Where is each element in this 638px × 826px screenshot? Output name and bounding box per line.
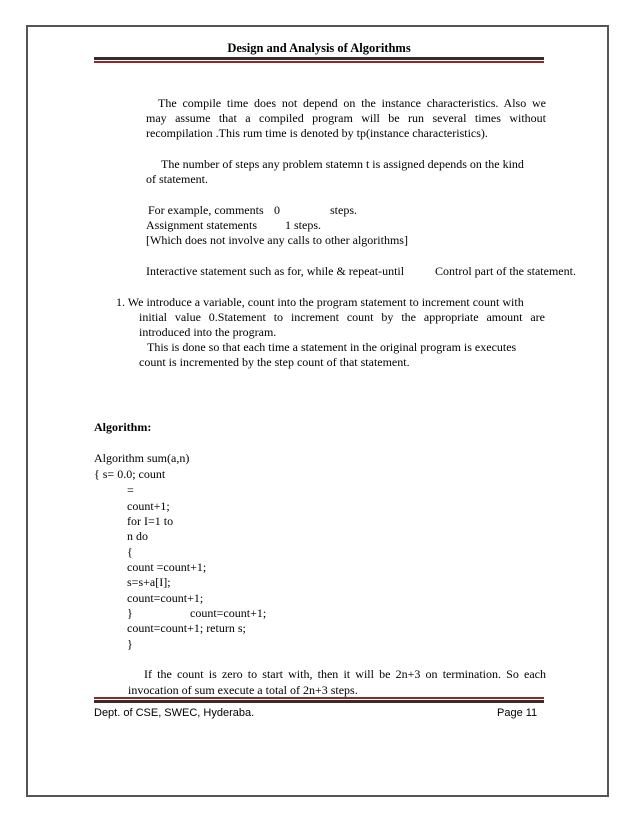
example-note: [Which does not involve any calls to other algorithms] (146, 233, 408, 247)
code-line: count =count+1; (127, 560, 207, 574)
example-value: 0 (274, 203, 280, 217)
code-line: = (127, 483, 134, 497)
list-item-line: introduced into the program. (139, 325, 277, 339)
code-line: s=s+a[I]; (127, 575, 171, 589)
example-unit: steps. (330, 203, 357, 217)
list-item-line: initial value 0.Statement to increment count by the appropriate amount are (139, 310, 545, 324)
header-rule-thin (94, 61, 544, 63)
example-label: For example, comments (148, 203, 264, 217)
code-line: } (127, 606, 133, 620)
example-value: 1 steps. (285, 218, 321, 232)
header-rule-thick (94, 57, 544, 60)
paragraph-line: of statement. (146, 172, 208, 186)
interactive-statement: Interactive statement such as for, while & repeat-until (146, 264, 405, 278)
code-line: count=count+1; return s; (127, 621, 246, 635)
example-label: Assignment statements (146, 218, 257, 232)
paragraph-line: recompilation .This rum time is denoted by tp(instance characteristics). (146, 126, 488, 140)
conclusion-line: invocation of sum execute a total of 2n+3 steps. (128, 683, 358, 697)
code-line: n do (127, 529, 148, 543)
code-line: Algorithm sum(a,n) (94, 451, 190, 465)
list-item-line: count is incremented by the step count of that statement. (139, 355, 410, 369)
conclusion-line: If the count is zero to start with, then it will be 2n+3 on termination. So each (144, 667, 546, 681)
footer-rule-thick (94, 700, 544, 703)
code-line: count=count+1; (127, 591, 204, 605)
paragraph-line: The number of steps any problem statemn t is assigned depends on the kind (161, 157, 524, 171)
code-line: count=count+1; (190, 606, 267, 620)
code-line: for I=1 to (127, 514, 174, 528)
code-line: } (127, 637, 133, 651)
list-item-line: 1. We introduce a variable, count into the program statement to increment count with (116, 295, 524, 309)
paragraph-line: The compile time does not depend on the instance characteristics. Also we (158, 96, 546, 110)
footer-page-number: Page 11 (497, 707, 538, 719)
footer-department: Dept. of CSE, SWEC, Hyderaba. (94, 707, 255, 719)
header-title: Design and Analysis of Algorithms (227, 41, 411, 55)
list-item-line: This is done so that each time a statement in the original program is executes (147, 340, 517, 354)
code-line: count+1; (127, 499, 170, 513)
algorithm-heading: Algorithm: (94, 420, 152, 434)
footer-rule-thin (94, 697, 544, 699)
control-part-text: Control part of the statement. (435, 264, 576, 278)
code-line: { (127, 545, 133, 559)
code-line: { s= 0.0; count (94, 467, 166, 481)
paragraph-line: may assume that a compiled program will be run several times without (146, 111, 546, 125)
